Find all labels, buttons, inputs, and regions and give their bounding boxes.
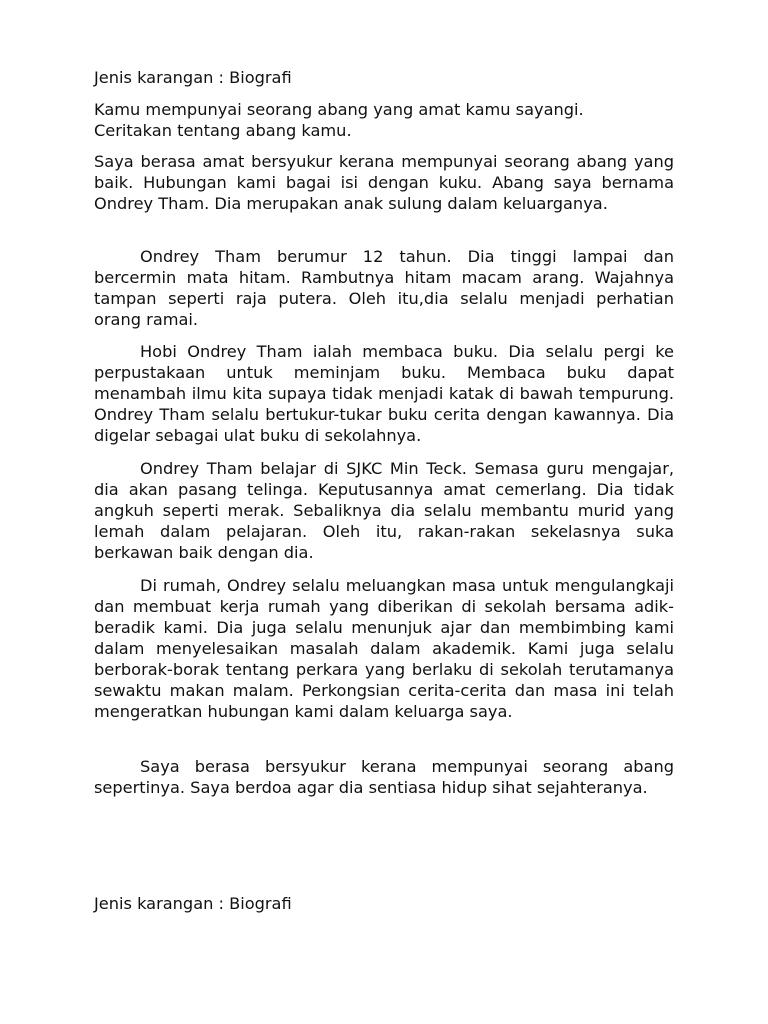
- prompt-line-1: Kamu mempunyai seorang abang yang amat kamu sayangi.: [94, 100, 584, 119]
- paragraph-conclusion: Saya berasa bersyukur kerana mempunyai seorang abang sepertinya. Saya berdoa agar dia sentiasa hidup sihat sejahteranya.: [94, 757, 674, 797]
- footer-title: Jenis karangan : Biografi: [94, 894, 292, 913]
- header-title: Jenis karangan : Biografi: [94, 68, 292, 87]
- prompt-line-2: Ceritakan tentang abang kamu.: [94, 121, 352, 140]
- paragraph-intro: Saya berasa amat bersyukur kerana mempunyai seorang abang yang baik. Hubungan kami bagai isi dengan kuku. Abang saya bernama Ondrey Tham. Dia merupakan anak sulung dalam keluarganya.: [94, 152, 674, 213]
- paragraph-appearance: Ondrey Tham berumur 12 tahun. Dia tinggi lampai dan bercermin mata hitam. Rambutnya hitam macam arang. Wajahnya tampan seperti raja putera. Oleh itu,dia selalu menjadi perhatian orang ramai.: [94, 247, 674, 329]
- paragraph-school: Ondrey Tham belajar di SJKC Min Teck. Semasa guru mengajar, dia akan pasang telinga. Keputusannya amat cemerlang. Dia tidak angkuh seperti merak. Sebaliknya dia selalu membantu murid yang lemah dalam pelajaran. Oleh itu, rakan-rakan sekelasnya suka berkawan baik dengan dia.: [94, 459, 674, 562]
- paragraph-hobby: Hobi Ondrey Tham ialah membaca buku. Dia selalu pergi ke perpustakaan untuk meminjam buku. Membaca buku dapat menambah ilmu kita supaya tidak menjadi katak di bawah tempurung. Ondrey Tham selalu bertukur-tukar buku cerita dengan kawannya. Dia digelar sebagai ulat buku di sekolahnya.: [94, 342, 674, 445]
- paragraph-home: Di rumah, Ondrey selalu meluangkan masa untuk mengulangkaji dan membuat kerja rumah yang diberikan di sekolah bersama adik-beradik kami. Dia juga selalu menunjuk ajar dan membimbing kami dalam menyelesaikan masalah dalam akademik. Kami juga selalu berborak-borak tentang perkara yang berlaku di sekolah terutamanya sewaktu makan malam. Perkongsian cerita-cerita dan masa ini telah mengeratkan hubungan kami dalam keluarga saya.: [94, 576, 674, 721]
